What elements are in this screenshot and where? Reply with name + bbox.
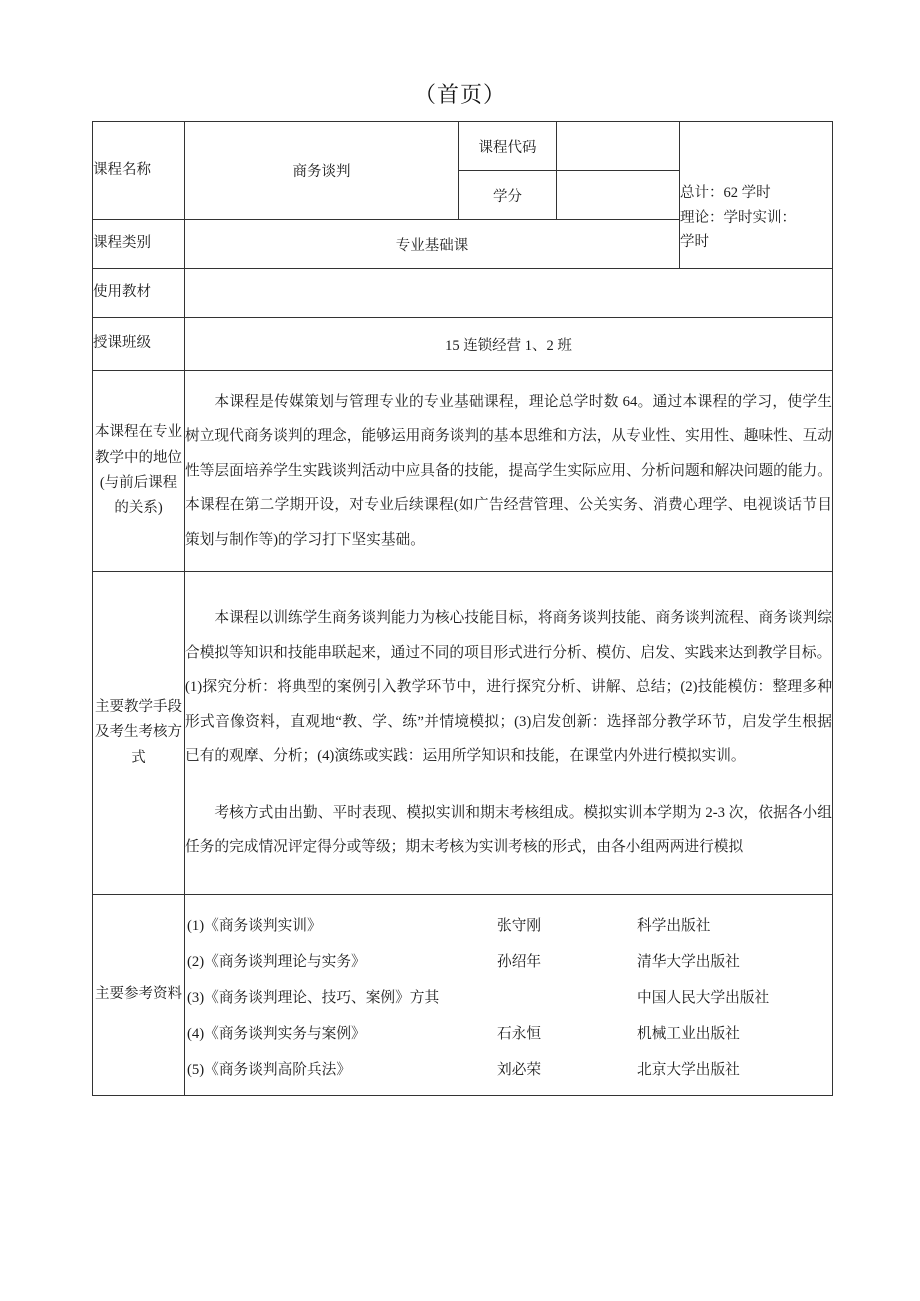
hours-total: 总计：62 学时 <box>680 184 771 201</box>
reference-title: (4)《商务谈判实务与案例》 <box>187 1026 366 1042</box>
value-textbook[interactable] <box>185 269 833 318</box>
label-references-text: 主要参考资料 <box>95 986 182 1003</box>
table-row-teaching-methods <box>93 572 833 895</box>
list-item <box>187 1052 832 1088</box>
page-title: （首页） <box>413 82 506 107</box>
label-teaching-methods <box>93 572 185 895</box>
hours-unit: 学时 <box>680 234 709 251</box>
paragraph-methods-2: (1)探究分析：将典型的案例引入教学环节中，进行探究分析、讲解、总结；(2)技能模仿：整理多种形式音像资料，直观地“教、学、练”并情境模拟；(3)启发创新：选择部分教学环节，启发学生根据已有的观摩、分析；(4)演练或实践：运用所学知识和技能，在课堂内外进行模拟实训。 <box>185 679 832 765</box>
reference-author: 孙绍年 <box>497 953 542 970</box>
label-references <box>93 895 185 1096</box>
reference-title: (2)《商务谈判理论与实务》 <box>187 953 366 970</box>
paragraph-methods-3: 考核方式由出勤、平时表现、模拟实训和期末考核组成。模拟实训本学期为 2-3 次，依据各小组任务的完成情况评定得分或等级；期末考核为实训考核的形式，由各小组两两进行模拟 <box>185 804 832 856</box>
paragraph-methods-1: 本课程以训练学生商务谈判能力为核心技能目标，将商务谈判技能、商务谈判流程、商务谈判综合模拟等知识和技能串联起来，通过不同的项目形式进行分析、模仿、启发、实践来达到教学目标。 <box>185 610 832 661</box>
reference-list <box>185 902 832 1088</box>
value-course-type: 专业基础课 <box>185 220 680 269</box>
value-course-code[interactable] <box>557 122 680 171</box>
hours-summary-cell <box>680 122 833 269</box>
list-item <box>187 1016 832 1052</box>
paragraph-course-position: 本课程是传媒策划与管理专业的专业基础课程，理论总学时数 64。通过本课程的学习，使学生树立现代商务谈判的理念，能够运用商务谈判的基本思维和方法，从专业性、实用性、趣味性、互动性等层面培养学生实践谈判活动中应具备的技能，提高学生实际应用、分析问题和解决问题的能力。本课程在第二学期开设，对专业后续课程(如广告经营管理、公关实务、消费心理学、电视谈话节目策划与制作等)的学习打下坚实基础。 <box>185 393 832 548</box>
content-teaching-methods <box>185 572 833 895</box>
label-teaching-methods-text: 主要教学手段及考生考核方式 <box>95 698 182 766</box>
value-class: 15 连锁经营 1、2 班 <box>185 318 833 371</box>
value-credits[interactable] <box>557 171 680 220</box>
value-course-name: 商务谈判 <box>185 122 459 220</box>
label-course-position <box>93 371 185 572</box>
table-row-course-position <box>93 371 833 572</box>
label-course-code: 课程代码 <box>459 122 557 171</box>
table-row-references <box>93 895 833 1096</box>
label-course-type: 课程类别 <box>93 220 185 269</box>
reference-press: 中国人民大学出版社 <box>637 989 770 1006</box>
table-row-course-name <box>93 122 833 171</box>
course-info-table <box>92 121 833 1096</box>
reference-title: (1)《商务谈判实训》 <box>187 917 322 934</box>
reference-press: 清华大学出版社 <box>637 953 740 970</box>
label-credits: 学分 <box>459 171 557 220</box>
content-references <box>185 895 833 1096</box>
list-item <box>187 944 832 980</box>
reference-press: 机械工业出版社 <box>637 1026 740 1042</box>
reference-author: 刘必荣 <box>497 1062 542 1079</box>
list-item <box>187 908 832 944</box>
label-course-name: 课程名称 <box>93 122 185 220</box>
list-item <box>187 980 832 1016</box>
label-course-position-text: 本课程在专业教学中的地位(与前后课程的关系) <box>95 424 182 517</box>
reference-title: (5)《商务谈判高阶兵法》 <box>187 1062 352 1079</box>
table-row-textbook <box>93 269 833 318</box>
reference-press: 科学出版社 <box>637 917 711 934</box>
content-course-position <box>185 371 833 572</box>
label-textbook: 使用教材 <box>93 269 185 318</box>
label-class: 授课班级 <box>93 318 185 371</box>
reference-author: 石永恒 <box>497 1026 542 1042</box>
reference-title: (3)《商务谈判理论、技巧、案例》方其 <box>187 989 440 1006</box>
reference-press: 北京大学出版社 <box>637 1062 740 1079</box>
hours-theory-practice: 理论：学时实训： <box>680 209 796 226</box>
reference-author: 张守刚 <box>497 917 542 934</box>
table-row-class <box>93 318 833 371</box>
